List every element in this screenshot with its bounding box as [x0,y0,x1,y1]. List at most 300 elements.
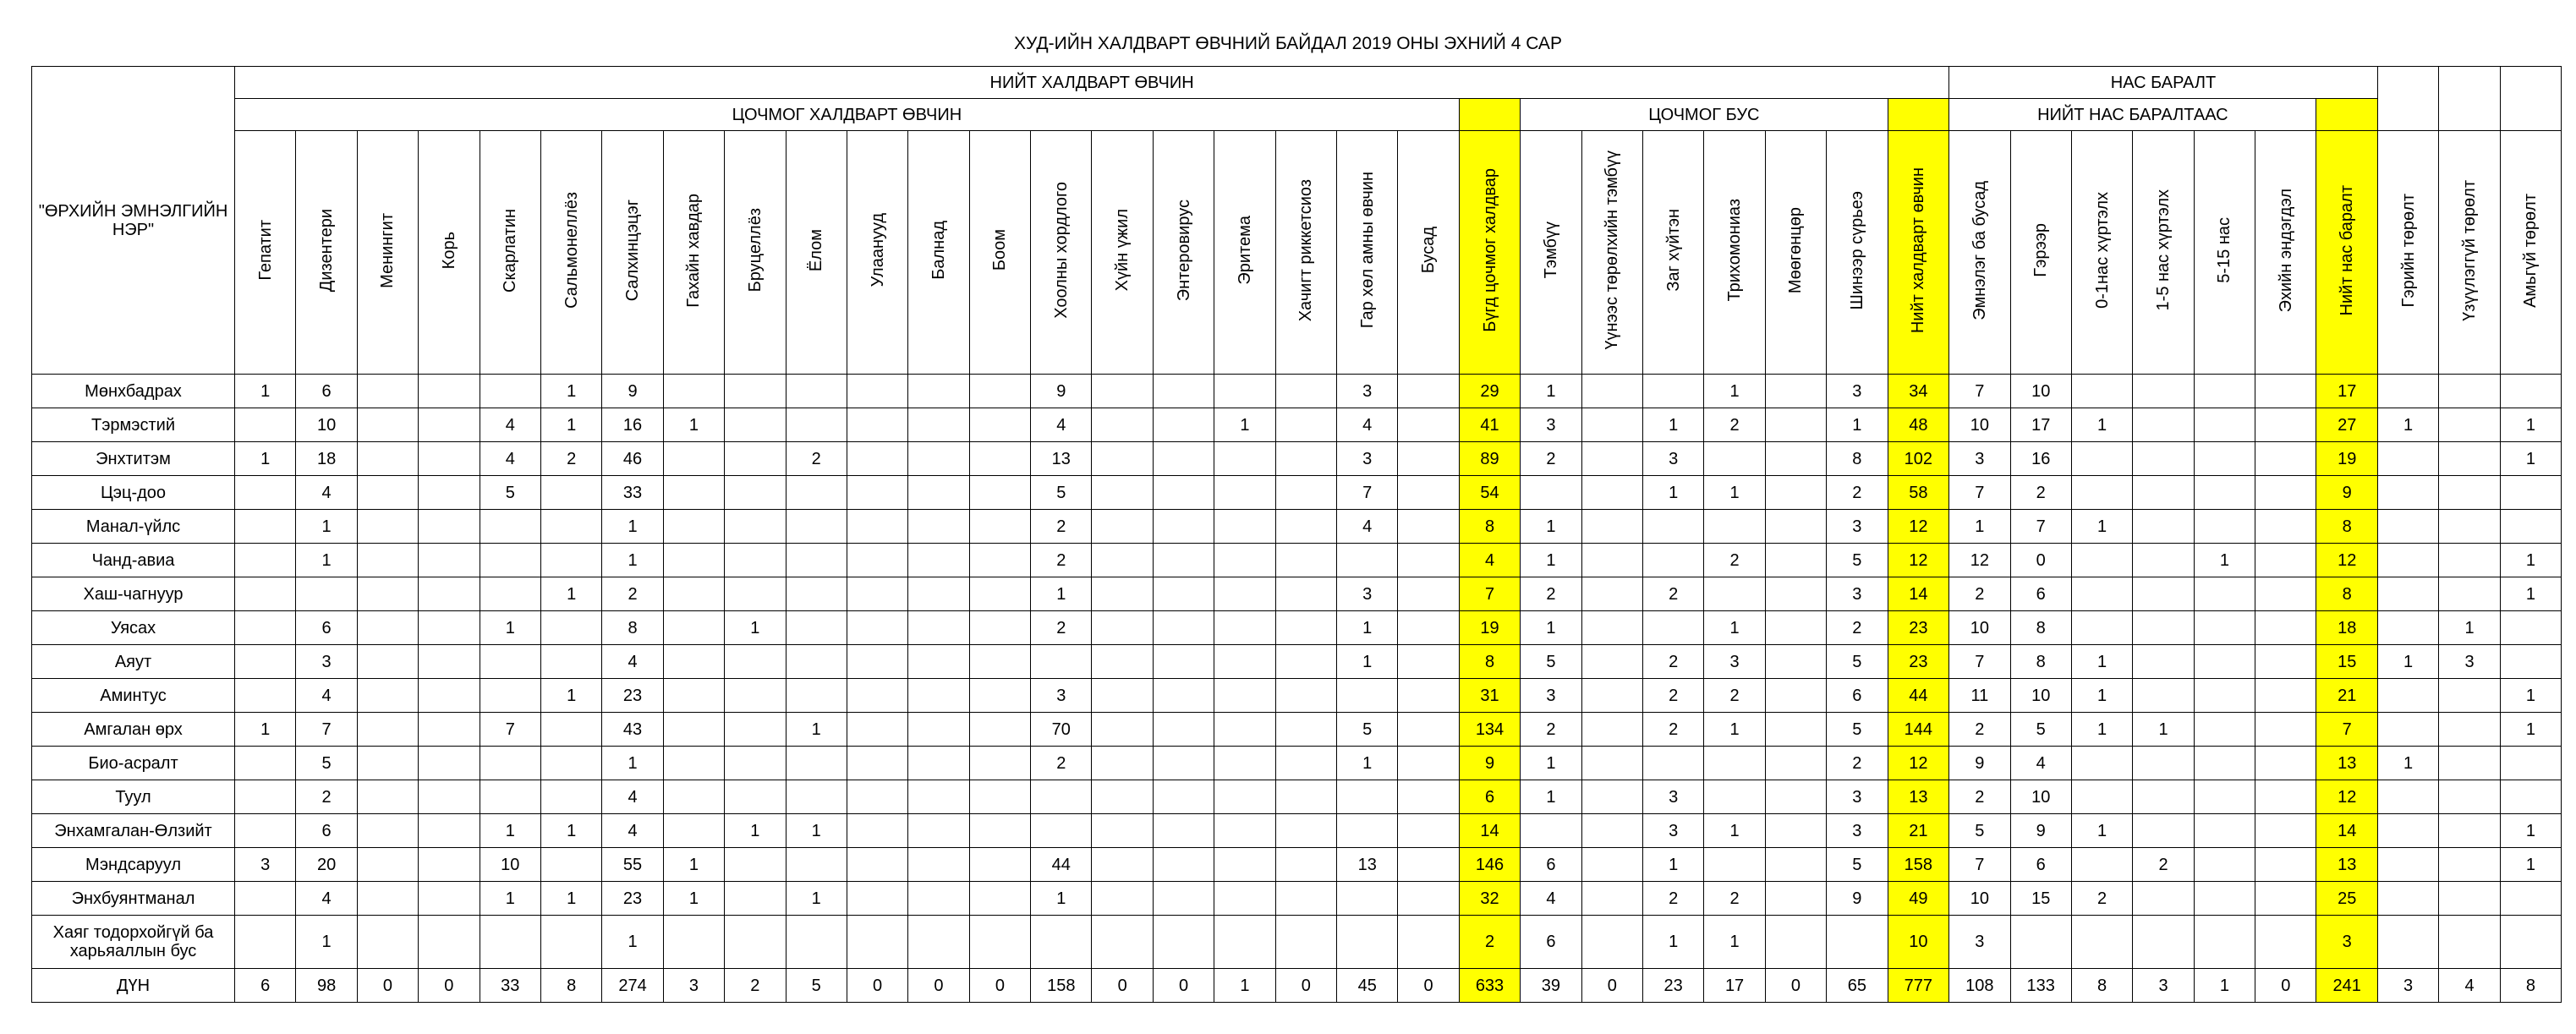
table-cell [2133,780,2194,814]
table-cell: 2 [1949,713,2010,747]
table-cell: 4 [1031,408,1092,442]
total-cell: 3 [2377,969,2438,1003]
table-cell: 4 [296,882,357,916]
table-cell: 34 [1888,375,1949,408]
table-cell: 23 [1888,611,1949,645]
table-cell [663,510,724,544]
table-cell: 2 [1642,882,1703,916]
table-cell [2439,679,2500,713]
table-cell [2255,544,2316,577]
table-cell: 16 [2010,442,2071,476]
table-cell [1581,679,1642,713]
table-cell [1153,510,1214,544]
total-cell: 5 [786,969,847,1003]
column-header-label: Менингит [378,212,397,288]
table-cell [1214,442,1275,476]
table-cell: 3 [1827,780,1888,814]
table-row [32,713,2562,747]
table-cell: 13 [1031,442,1092,476]
table-cell [1581,916,1642,969]
table-cell [419,916,480,969]
table-cell: 2 [1704,408,1765,442]
table-cell [419,679,480,713]
column-header-label: Шинээр сүрьеэ [1847,190,1866,310]
table-cell [357,510,418,544]
table-cell: 23 [602,882,663,916]
table-cell [2194,916,2255,969]
table-cell [725,476,786,510]
table-cell [847,713,907,747]
table-cell: 8 [2010,645,2071,679]
table-cell: 3 [1642,814,1703,848]
table-cell [235,476,296,510]
table-cell [419,544,480,577]
table-cell [2377,611,2438,645]
column-header-label: Салхинцэцэг [623,199,643,302]
table-cell [2071,544,2132,577]
table-cell [2133,476,2194,510]
column-header [847,131,907,375]
total-cell: 6 [235,969,296,1003]
table-cell [1275,408,1336,442]
table-cell: 1 [1521,780,1581,814]
table-cell [2439,442,2500,476]
table-cell: 1 [2500,848,2561,882]
table-cell: 1 [480,882,540,916]
table-row [32,814,2562,848]
table-cell [357,611,418,645]
column-header [1092,131,1153,375]
table-cell [357,577,418,611]
table-cell [2071,747,2132,780]
table-cell [1398,780,1459,814]
table-cell [1642,611,1703,645]
table-cell [2500,780,2561,814]
table-cell [663,375,724,408]
table-cell [1398,882,1459,916]
column-header [1765,131,1826,375]
table-cell: 18 [2316,611,2377,645]
table-cell [2377,780,2438,814]
table-cell [540,713,601,747]
table-cell [1031,645,1092,679]
table-cell [2194,645,2255,679]
table-cell [847,611,907,645]
table-cell: 5 [1949,814,2010,848]
table-cell [235,814,296,848]
table-cell [663,679,724,713]
table-cell: 4 [2010,747,2071,780]
table-cell: 2 [1521,713,1581,747]
table-cell: 31 [1459,679,1520,713]
table-cell [1398,916,1459,969]
total-cell: 3 [2133,969,2194,1003]
table-cell [1092,848,1153,882]
table-cell [969,848,1030,882]
table-cell [2500,510,2561,544]
table-cell [1275,679,1336,713]
table-cell: 6 [296,375,357,408]
table-cell [847,476,907,510]
table-cell: 1 [2133,713,2194,747]
table-cell: 3 [1827,814,1888,848]
table-cell [847,814,907,848]
total-cell: 777 [1888,969,1949,1003]
table-cell [786,611,847,645]
table-cell [1765,814,1826,848]
column-header-label: 1-5 нас хүртэлх [2154,189,2173,311]
table-cell: 10 [2010,375,2071,408]
table-cell: 23 [1888,645,1949,679]
table-cell [1214,476,1275,510]
table-cell [357,645,418,679]
table-cell [2194,476,2255,510]
table-cell [1581,882,1642,916]
table-cell: 9 [1459,747,1520,780]
table-cell: 3 [1642,780,1703,814]
table-cell: 6 [1521,916,1581,969]
column-header-label: Скарлатин [501,208,520,293]
table-cell [1337,544,1398,577]
table-cell: 10 [1888,916,1949,969]
column-header-label: Үзүүлэггүй төрөлт [2460,179,2479,321]
table-cell [908,645,969,679]
table-cell [357,916,418,969]
table-cell: 1 [725,611,786,645]
table-cell: 15 [2010,882,2071,916]
table-cell: 23 [602,679,663,713]
table-cell [2500,375,2561,408]
column-header [1581,131,1642,375]
column-header [1275,131,1336,375]
table-cell [2439,544,2500,577]
table-cell [2255,476,2316,510]
table-cell: 1 [1704,713,1765,747]
table-cell [2500,645,2561,679]
table-cell [2377,476,2438,510]
table-cell: 5 [1827,544,1888,577]
table-cell: 1 [1031,882,1092,916]
total-cell: 4 [2439,969,2500,1003]
table-row [32,882,2562,916]
table-cell [786,747,847,780]
table-cell [1581,814,1642,848]
table-cell [2500,476,2561,510]
table-cell [1092,375,1153,408]
total-cell: 33 [480,969,540,1003]
table-cell [357,375,418,408]
table-cell: 2 [296,780,357,814]
blank-total-death-header [2316,99,2377,131]
table-cell [2255,916,2316,969]
table-cell [663,713,724,747]
table-cell [847,408,907,442]
table-cell [540,476,601,510]
table-cell [1765,375,1826,408]
table-cell [480,645,540,679]
table-cell: 3 [1031,679,1092,713]
table-cell [1765,679,1826,713]
table-cell [2439,713,2500,747]
total-cell: 0 [1275,969,1336,1003]
table-cell [1214,679,1275,713]
table-cell [1092,577,1153,611]
column-header [2377,131,2438,375]
table-cell: 3 [1827,577,1888,611]
table-cell: 2 [1704,679,1765,713]
table-cell [1275,882,1336,916]
table-cell: 27 [2316,408,2377,442]
table-cell [725,713,786,747]
table-cell: 33 [602,476,663,510]
total-cell: 0 [1153,969,1214,1003]
table-cell [2133,679,2194,713]
table-cell [1214,747,1275,780]
table-cell [1092,780,1153,814]
table-cell: 2 [2133,848,2194,882]
table-cell [357,882,418,916]
table-cell [480,510,540,544]
table-cell: 14 [1888,577,1949,611]
table-cell: 1 [1704,611,1765,645]
total-cell: 8 [2500,969,2561,1003]
table-cell: 2 [2071,882,2132,916]
table-cell [2194,375,2255,408]
table-cell: 1 [1704,375,1765,408]
table-cell: 1 [1521,544,1581,577]
report-title: ХУД-ИЙН ХАЛДВАРТ ӨВЧНИЙ БАЙДАЛ 2019 ОНЫ ЭХНИЙ 4 САР [1014,34,1562,53]
table-cell [908,375,969,408]
table-cell [908,916,969,969]
table-cell: 1 [1642,916,1703,969]
table-cell [1153,375,1214,408]
table-cell: 1 [725,814,786,848]
table-cell: 1 [2500,577,2561,611]
table-cell [725,408,786,442]
column-header-label: Үүнээс төрөлхийн тэмбүү [1603,150,1622,350]
table-cell [725,916,786,969]
table-cell [357,747,418,780]
nonacute-group-header: ЦОЧМОГ БУС [1521,99,1888,131]
table-cell: 8 [1459,645,1520,679]
table-cell [1275,645,1336,679]
table-cell: 1 [1214,408,1275,442]
table-row [32,476,2562,510]
total-cell: 1 [1214,969,1275,1003]
table-cell: 1 [786,814,847,848]
table-cell [663,577,724,611]
table-cell [1337,780,1398,814]
table-cell [1398,645,1459,679]
table-cell: 1 [2071,510,2132,544]
table-cell [2255,679,2316,713]
total-cell: 133 [2010,969,2071,1003]
column-header-label: Гэрийн төрөлт [2398,193,2418,308]
table-cell [847,882,907,916]
table-cell [1398,611,1459,645]
table-cell: 1 [296,544,357,577]
table-cell [419,611,480,645]
column-header [969,131,1030,375]
table-cell [1398,442,1459,476]
table-cell [2439,848,2500,882]
table-cell [1337,916,1398,969]
table-cell [1765,408,1826,442]
table-cell [1337,679,1398,713]
table-cell [1092,747,1153,780]
table-cell [419,442,480,476]
hospital-name: Уясах [32,611,235,645]
table-cell [847,747,907,780]
column-header-label: Балнад [929,221,948,280]
column-header-label: Хоолны хордлого [1051,182,1071,319]
table-cell: 2 [602,577,663,611]
table-cell: 49 [1888,882,1949,916]
table-cell: 5 [296,747,357,780]
table-cell [908,544,969,577]
table-cell [1581,611,1642,645]
table-cell: 43 [602,713,663,747]
table-cell [2133,375,2194,408]
table-cell [2377,442,2438,476]
table-cell: 44 [1031,848,1092,882]
table-cell: 8 [2010,611,2071,645]
table-cell [2255,882,2316,916]
table-cell [1153,780,1214,814]
table-cell: 6 [1521,848,1581,882]
table-cell: 2 [1521,577,1581,611]
table-cell: 13 [2316,747,2377,780]
table-cell: 1 [602,747,663,780]
table-row [32,544,2562,577]
table-cell [2194,848,2255,882]
table-cell [1581,375,1642,408]
column-header-label: Бруцеллёз [745,208,765,293]
total-cell: 8 [540,969,601,1003]
table-cell: 1 [1704,814,1765,848]
table-cell: 8 [1459,510,1520,544]
table-cell [786,645,847,679]
column-header-label: Дизентери [317,208,337,293]
table-cell: 7 [1949,848,2010,882]
column-header [1704,131,1765,375]
table-cell: 19 [1459,611,1520,645]
total-cell: 0 [1092,969,1153,1003]
hospital-name: Чанд-авиа [32,544,235,577]
table-cell [1398,577,1459,611]
table-cell: 1 [540,814,601,848]
table-cell [1214,510,1275,544]
column-header-label: Гар хөл амны өвчин [1357,172,1377,329]
table-cell: 7 [2010,510,2071,544]
table-cell [2194,442,2255,476]
total-cell: 8 [2071,969,2132,1003]
table-cell [1704,577,1765,611]
table-cell: 1 [663,848,724,882]
table-cell [847,780,907,814]
table-cell: 10 [1949,408,2010,442]
total-label: ДҮН [32,969,235,1003]
total-cell: 241 [2316,969,2377,1003]
hospital-name: Туул [32,780,235,814]
table-cell [1031,814,1092,848]
column-header [2010,131,2071,375]
table-cell: 134 [1459,713,1520,747]
table-cell [786,780,847,814]
table-cell [1214,882,1275,916]
table-cell: 29 [1459,375,1520,408]
hospital-name: Мэндсаруул [32,848,235,882]
table-cell [2071,780,2132,814]
table-cell [1765,848,1826,882]
total-cell: 17 [1704,969,1765,1003]
table-cell: 1 [1827,408,1888,442]
table-cell [419,780,480,814]
table-cell: 15 [2316,645,2377,679]
table-cell [1275,476,1336,510]
column-header [602,131,663,375]
table-cell [1765,577,1826,611]
table-cell [2133,510,2194,544]
table-cell [1581,442,1642,476]
table-cell [1153,882,1214,916]
table-cell: 8 [1827,442,1888,476]
hospital-name: Хаяг тодорхойгүй ба харьяаллын бус [32,916,235,969]
hospital-name: Мөнхбадрах [32,375,235,408]
table-cell: 7 [1337,476,1398,510]
table-cell [1581,544,1642,577]
table-cell [725,848,786,882]
table-cell [540,916,601,969]
table-cell [480,544,540,577]
column-header [1521,131,1581,375]
table-cell [1092,882,1153,916]
table-cell: 7 [1949,476,2010,510]
table-cell: 3 [2316,916,2377,969]
table-cell [2194,679,2255,713]
table-cell [1153,442,1214,476]
table-cell: 1 [235,713,296,747]
column-header [663,131,724,375]
table-cell [1153,408,1214,442]
table-row [32,611,2562,645]
table-cell [1275,780,1336,814]
table-cell [969,375,1030,408]
table-cell [2439,408,2500,442]
total-cell: 274 [602,969,663,1003]
table-cell [1153,577,1214,611]
table-cell [969,645,1030,679]
table-cell: 4 [480,442,540,476]
table-cell [1765,916,1826,969]
table-cell [1275,747,1336,780]
table-cell [1275,916,1336,969]
table-cell [847,645,907,679]
table-cell [357,814,418,848]
table-cell [1214,780,1275,814]
table-cell: 1 [2194,544,2255,577]
table-cell [908,780,969,814]
table-cell: 5 [480,476,540,510]
table-cell [1214,645,1275,679]
table-cell: 1 [2071,408,2132,442]
table-cell [419,476,480,510]
table-cell [1765,611,1826,645]
table-cell [2500,747,2561,780]
table-cell: 1 [2500,814,2561,848]
table-cell [1581,848,1642,882]
table-cell: 1 [602,916,663,969]
